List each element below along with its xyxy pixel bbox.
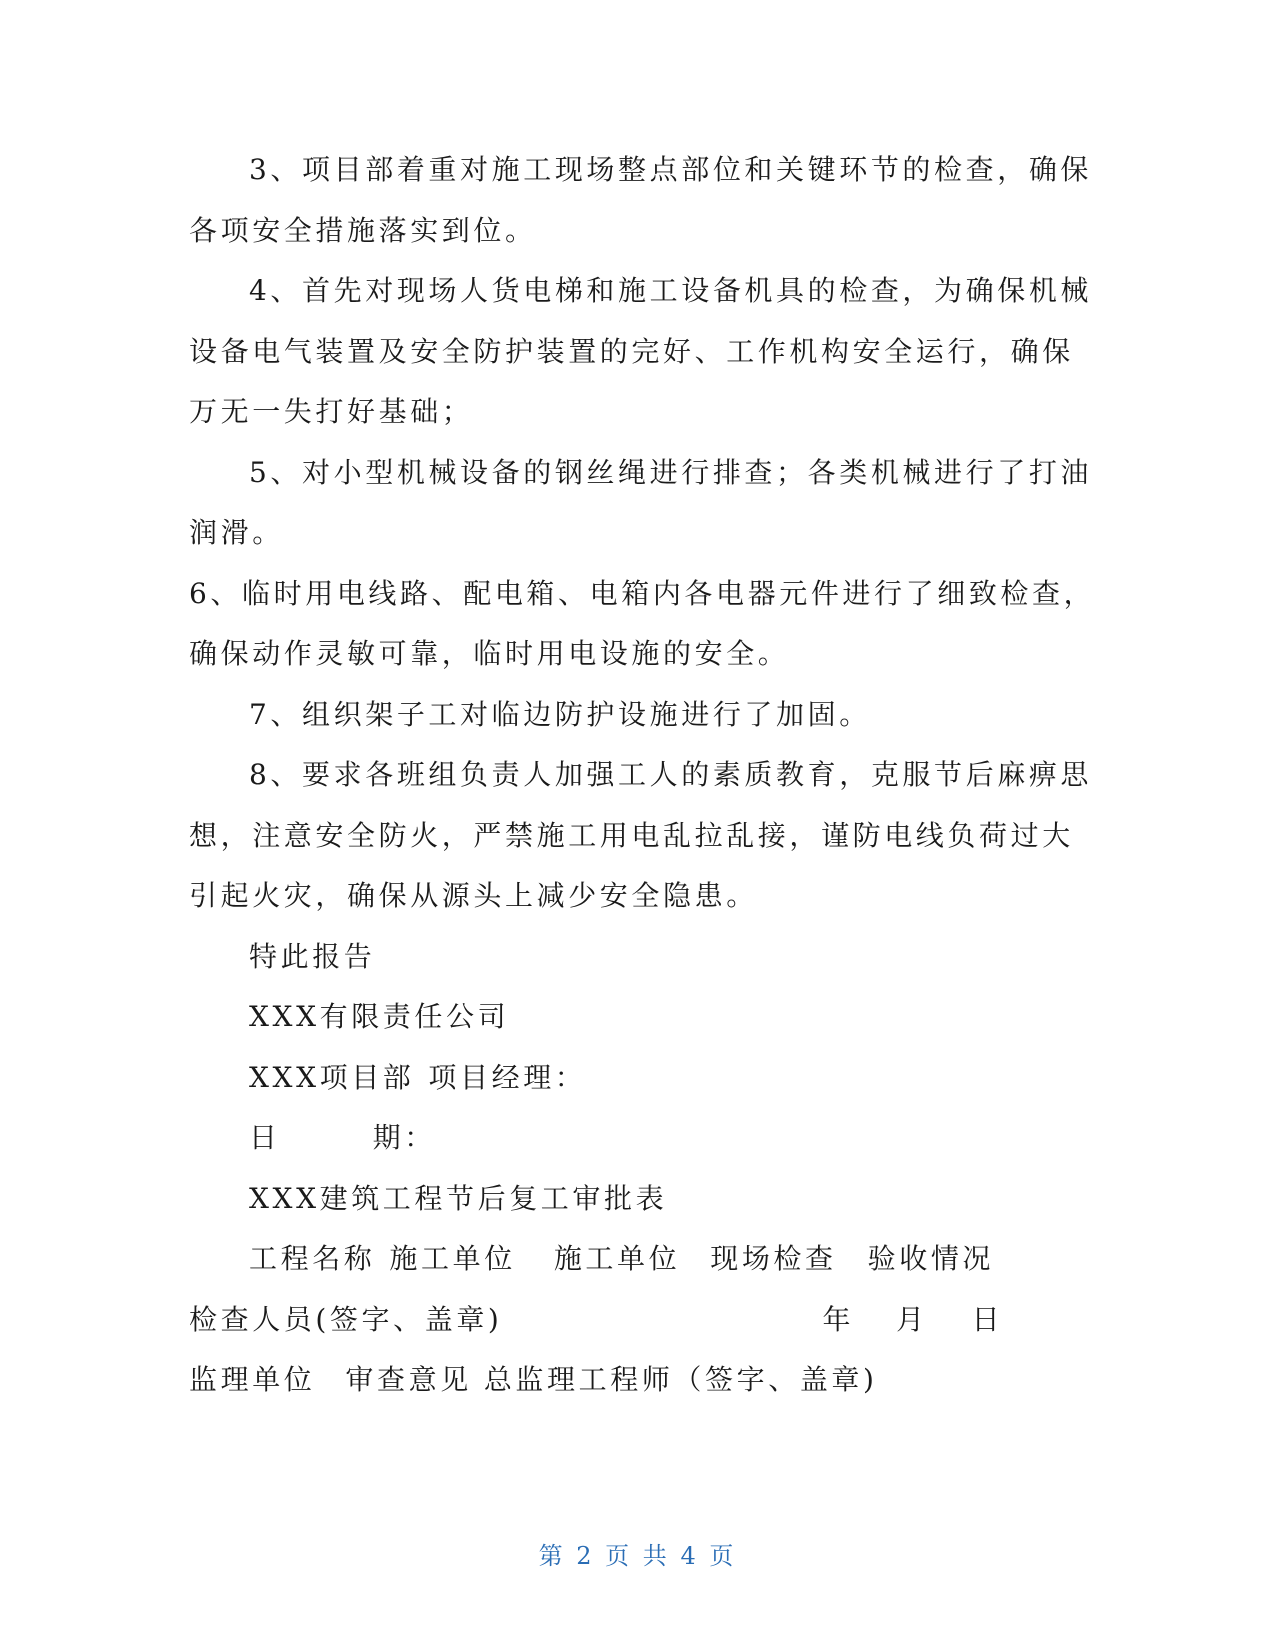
closing-date-char1: 日 (249, 1121, 281, 1154)
form-inspector: 检查人员(签字、盖章) (189, 1302, 503, 1336)
form-review-opinion: 审查意见 (345, 1363, 472, 1396)
form-site-check: 现场检查 (710, 1242, 837, 1275)
closing-dept: XXX项目部 (249, 1060, 415, 1094)
paragraph-8-line-3: 引起火灾，确保从源头上减少安全隐患。 (189, 879, 758, 912)
paragraph-7-line-1: 7、组织架子工对临边防护设施进行了加固。 (249, 697, 871, 731)
page-number-footer: 第 2 页 共 4 页 (538, 1542, 737, 1570)
paragraph-4-line-1: 4、首先对现场人货电梯和施工设备机具的检查，为确保机械 (249, 274, 1093, 307)
form-row-1 (189, 1229, 1089, 1290)
closing-dept-line (189, 1048, 1089, 1109)
document-body (189, 140, 1096, 1411)
closing-manager: 项目经理： (428, 1060, 587, 1094)
form-project-name: 工程名称 (249, 1242, 376, 1275)
form-row-3 (189, 1350, 1089, 1411)
closing-company: XXX有限责任公司 (249, 1000, 510, 1033)
paragraph-8-line-2: 想，注意安全防火，严禁施工用电乱拉乱接，谨防电线负荷过大 (189, 818, 1074, 852)
paragraph-4-line-2: 设备电气装置及安全防护装置的完好、工作机构安全运行，确保 (189, 334, 1074, 368)
form-chief-supervisor: 总监理工程师（签字、盖章) (483, 1363, 878, 1396)
paragraph-5-line-2: 润滑。 (189, 516, 284, 549)
form-month: 月 (896, 1302, 928, 1336)
form-title: XXX建筑工程节后复工审批表 (249, 1181, 668, 1215)
paragraph-6-line-2: 确保动作灵敏可靠，临时用电设施的安全。 (189, 637, 790, 670)
paragraph-3-line-1: 3、项目部着重对施工现场整点部位和关键环节的检查，确保 (249, 153, 1093, 186)
form-year: 年 (822, 1302, 855, 1336)
paragraph-4-line-3: 万无一失打好基础； (189, 395, 474, 428)
form-row-2 (189, 1290, 1089, 1351)
paragraph-5-line-1: 5、对小型机械设备的钢丝绳进行排查；各类机械进行了打油 (249, 455, 1093, 489)
closing-date-line (189, 1108, 1089, 1169)
closing-report: 特此报告 (249, 939, 376, 973)
closing-date-char2: 期： (372, 1121, 436, 1154)
form-acceptance: 验收情况 (867, 1242, 995, 1275)
paragraph-3-line-2: 各项安全措施落实到位。 (189, 213, 537, 247)
form-day: 日 (971, 1302, 1004, 1336)
form-construction-unit-1: 施工单位 (389, 1242, 516, 1275)
form-construction-unit-2: 施工单位 (553, 1242, 681, 1275)
form-supervisor-unit: 监理单位 (189, 1363, 316, 1396)
paragraph-8-line-1: 8、要求各班组负责人加强工人的素质教育，克服节后麻痹思 (249, 758, 1093, 791)
paragraph-6-line-1: 6、临时用电线路、配电箱、电箱内各电器元件进行了细致检查， (189, 576, 1096, 610)
